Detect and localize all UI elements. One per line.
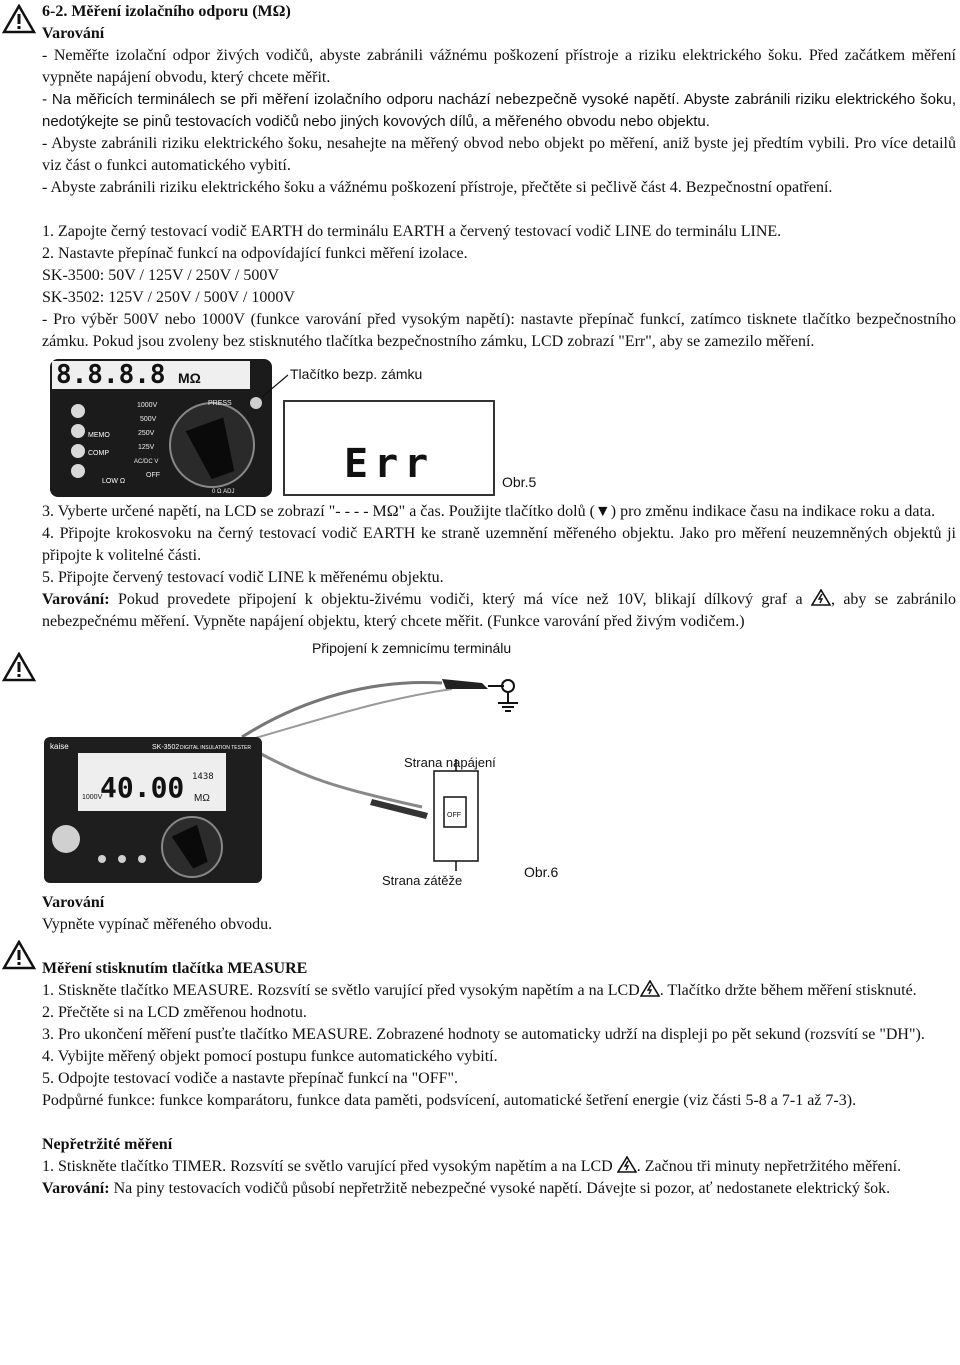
meter-unit: MΩ	[178, 370, 201, 386]
figure-caption: Obr.6	[524, 864, 559, 880]
label-load-side: Strana zátěže	[382, 873, 463, 888]
continuous-heading: Nepřetržité měření	[42, 1136, 173, 1153]
warning-label: Varování:	[42, 1180, 110, 1197]
step-text: 4. Vybijte měřený objekt pomocí postupu funkce automatického vybití.	[42, 1048, 498, 1065]
step-text-part: 1. Stiskněte tlačítko MEASURE. Rozsvítí se světlo varující před vysokým napětím a na LCD	[42, 982, 640, 999]
diagram-title: Připojení k zemnicímu terminálu	[312, 640, 512, 656]
high-voltage-icon	[811, 589, 831, 606]
step-text: 2. Přečtěte si na LCD změřenou hodnotu.	[42, 1004, 307, 1021]
warning-paragraph	[42, 589, 956, 633]
step-text: 2. Nastavte přepínač funkcí na odpovídající funkci měření izolace.	[42, 245, 468, 262]
model-voltages: SK-3502: 125V / 250V / 500V / 1000V	[42, 289, 295, 306]
meter-model: SK-3502	[152, 744, 180, 751]
meter-digits: 8.8.8.8	[56, 360, 166, 390]
warning-line: - Abyste zabránili riziku elektrického šoku, nesahejte na měřený obvod nebo objekt po měření, aniž byste jej předtím vybili. Pro více detailů viz část o funkci automatického vybití.	[42, 135, 956, 174]
meter-brand: kaise	[50, 742, 69, 751]
dial-label: OFF	[146, 472, 160, 479]
button-label: LOW Ω	[102, 478, 126, 485]
document-page	[42, 0, 956, 1200]
figure-6	[42, 639, 956, 892]
step-text: 5. Odpojte testovací vodiče a nastavte přepínač funkcí na "OFF".	[42, 1070, 459, 1087]
connection-diagram	[42, 639, 602, 889]
terminal-plug	[52, 825, 80, 853]
step-text: 4. Připojte krokosvoku na černý testovací vodič EARTH ke straně uzemnění měřeného objektu. Jako pro měření neuzemněných objektů ji připojte k volitelné části.	[42, 525, 956, 564]
figure-caption: Obr.5	[502, 474, 537, 490]
warning-line: - Na měřicích terminálech se při měření izolačního odporu nachází nebezpečně vysoké napětí. Abyste zabránili riziku elektrického šoku, nedotýkejte se pinů testovacích vodičů nebo jiných kovových dílů, a měřeného obvodu nebo objektu.	[42, 91, 956, 130]
button-label: MEMO	[88, 432, 110, 439]
dial-label: 1000V	[137, 402, 158, 409]
step-text: - Pro výběr 500V nebo 1000V (funkce varování před vysokým napětí): nastavte přepínač funkcí, zatímco tisknete tlačítko bezpečnostního zámku. Pokud jsou zvoleny bez stisknutého tlačítka bezpečnostního zámku, LCD zobrazí "Err", aby se zamezilo měření.	[42, 311, 956, 350]
warning-text: Vypněte vypínač měřeného obvodu.	[42, 916, 273, 933]
label-source-side: Strana napájení	[404, 755, 496, 770]
dial-label: 500V	[140, 416, 157, 423]
safety-lock-button	[250, 397, 262, 409]
warning-label: Varování	[42, 25, 105, 42]
warning-label: Varování:	[42, 591, 110, 608]
step-text: 3. Vyberte určené napětí, na LCD se zobrazí "- - - - MΩ" a čas. Použijte tlačítko dolů (▼) pro změnu indikace času na indikace roku a data.	[42, 503, 936, 520]
warning-paragraph	[42, 1178, 956, 1200]
section-title: 6-2. Měření izolačního odporu (MΩ)	[42, 3, 291, 20]
alligator-clip	[442, 679, 488, 689]
warning-line: - Abyste zabránili riziku elektrického šoku a vážnému poškození přístroje, přečtěte si pečlivě část 4. Bezpečnostní opatření.	[42, 179, 833, 196]
step-text	[42, 980, 956, 1002]
dial-label: 250V	[138, 430, 155, 437]
step-text: 1. Zapojte černý testovací vodič EARTH do terminálu EARTH a červený testovací vodič LINE do terminálu LINE.	[42, 223, 782, 240]
button-label: COMP	[88, 450, 109, 457]
measure-heading: Měření stisknutím tlačítka MEASURE	[42, 960, 308, 977]
warning-text: Pokud provedete připojení k objektu-živému vodiči, který má více než 10V, blikají dílkový graf a	[109, 591, 811, 608]
step-text-part: . Začnou tři minuty nepřetržitého měření.	[636, 1158, 902, 1175]
support-functions: Podpůrné funkce: funkce komparátoru, funkce data paměti, podsvícení, automatické šetření energie (viz části 5-8 a 7-1 až 7-3).	[42, 1092, 857, 1109]
warning-line: - Neměřte izolační odpor živých vodičů, abyste zabránili vážnému poškození přístroje a riziku elektrického šoku. Před začátkem měření vypněte napájení obvodu, který chcete měřit.	[42, 47, 956, 86]
figure-5	[42, 359, 956, 501]
warning-label: Varování	[42, 894, 105, 911]
adj-label: 0 Ω ADJ	[212, 489, 235, 495]
warning-text: Na piny testovacích vodičů působí nepřetržitě nebezpečné vysoké napětí. Dávejte si pozor, ať nedostanete elektrický šok.	[109, 1180, 891, 1197]
warning-triangle-icon	[2, 940, 36, 970]
step-text-part: 1. Stiskněte tlačítko TIMER. Rozsvítí se světlo varující před vysokým napětím a na LCD	[42, 1158, 617, 1175]
step-text: 3. Pro ukončení měření pusťte tlačítko MEASURE. Zobrazené hodnoty se automaticky udrží na displeji po pět sekund (rozsvítí se "DH").	[42, 1026, 925, 1043]
callout-label: Tlačítko bezp. zámku	[290, 366, 423, 382]
lcd-main-value: 40.00	[100, 771, 185, 804]
meter-err-illustration	[42, 359, 582, 499]
high-voltage-icon	[640, 980, 660, 997]
lcd-small: 1438	[192, 772, 214, 782]
meter-model-title: DIGITAL INSULATION TESTER	[180, 745, 251, 751]
side-label: PRESS	[208, 400, 232, 407]
warning-text: , aby se zabránilo nebezpečnému měření. Vypněte napájení objektu, který chcete měřit. (Funkce varování před živým vodičem.)	[42, 591, 957, 630]
warning-triangle-icon	[2, 652, 36, 682]
dial-label: 125V	[138, 444, 155, 451]
warning-triangle-icon	[2, 4, 36, 34]
model-voltages: SK-3500: 50V / 125V / 250V / 500V	[42, 267, 279, 284]
step-text: 5. Připojte červený testovací vodič LINE k měřenému objektu.	[42, 569, 444, 586]
dial-label: AC/DC V	[134, 459, 159, 465]
step-text-part: . Tlačítko držte během měření stisknuté.	[659, 982, 917, 999]
breaker-label: OFF	[447, 812, 461, 819]
lcd-error-text: Err	[344, 441, 435, 487]
step-text	[42, 1156, 956, 1178]
lcd-unit: MΩ	[194, 793, 210, 804]
high-voltage-icon	[617, 1156, 637, 1173]
lcd-voltage: 1000V	[82, 794, 103, 801]
